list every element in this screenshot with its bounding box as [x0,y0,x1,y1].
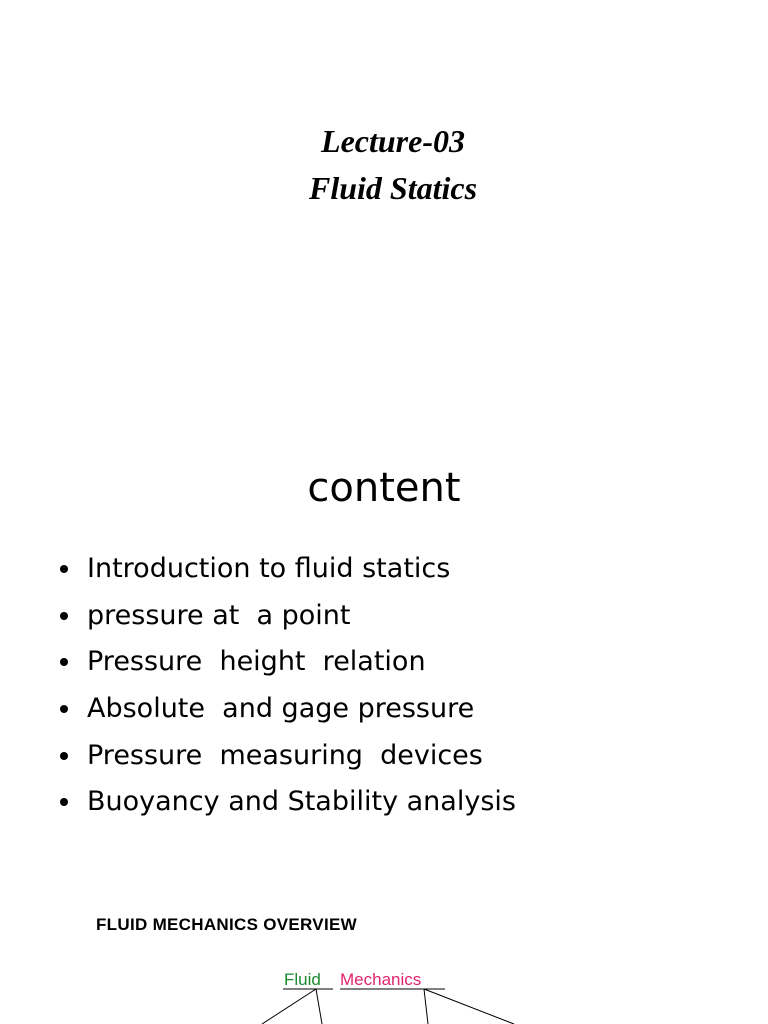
list-item [58,599,516,649]
content-slide [0,440,768,880]
bullet-icon [60,565,68,573]
list-item [58,695,516,742]
bullet-icon [60,752,68,760]
bullet-icon [60,658,68,666]
mechanics-label: Mechanics [340,970,422,989]
list-item [58,788,516,835]
lecture-topic: Fluid Statics [308,170,478,206]
overview-diagram [0,900,768,1024]
bullet-icon [60,798,68,806]
list-item-text: Pressure measuring devices [87,739,483,771]
list-item-text: Absolute and gage pressure [87,693,475,725]
overview-slide [0,900,768,1024]
list-item-text: Buoyancy and Stability analysis [87,786,516,818]
list-item [58,739,516,789]
bullet-icon [60,612,68,620]
content-list [58,555,516,835]
branch-line-center-right [424,989,428,1024]
branch-line-right [424,989,514,1024]
list-item [58,648,516,695]
list-item-text: Pressure height relation [87,646,426,678]
list-item-text: pressure at a point [87,599,351,631]
overview-title: FLUID MECHANICS OVERVIEW [96,915,357,934]
content-heading: content [307,465,461,511]
branch-line-center-left [316,989,322,1024]
title-slide [0,0,768,420]
list-item-text: Introduction to fluid statics [87,553,451,584]
bullet-icon [60,705,68,713]
branch-line-left [262,989,316,1024]
list-item [58,555,516,602]
fluid-label: Fluid [284,970,321,989]
lecture-number: Lecture-03 [321,123,465,159]
